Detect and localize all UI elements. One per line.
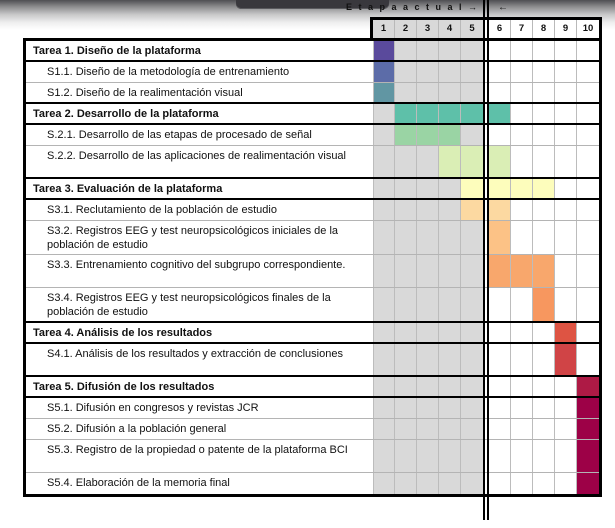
stage-cell-5	[461, 440, 483, 472]
stage-cell-4	[439, 179, 461, 198]
stage-cell-5	[461, 473, 483, 494]
stage-number-10: 10	[577, 20, 599, 38]
stage-cell-2	[395, 62, 417, 82]
stage-cell-3	[417, 62, 439, 82]
stage-cell-1	[373, 255, 395, 287]
gantt-row	[26, 83, 599, 104]
stage-cell-3	[417, 398, 439, 418]
stage-cell-7	[511, 146, 533, 177]
stage-number-2: 2	[395, 20, 417, 38]
stage-cell-4	[439, 323, 461, 342]
stage-cell-9	[555, 83, 577, 102]
stage-cell-4	[439, 398, 461, 418]
stage-cell-2	[395, 344, 417, 375]
stage-cell-3	[417, 179, 439, 198]
stage-cell-7	[511, 221, 533, 254]
stage-cell-7	[511, 83, 533, 102]
stage-cell-6-filled	[489, 104, 511, 123]
stage-cell-3	[417, 344, 439, 375]
stage-cell-2	[395, 146, 417, 177]
subtask-label: S1.1. Diseño de la metodología de entrenamiento	[47, 66, 290, 78]
stage-number-4: 4	[439, 20, 461, 38]
stage-cell-1	[373, 398, 395, 418]
stage-cell-7	[511, 62, 533, 82]
stage-cell-10	[577, 62, 599, 82]
stage-number-9: 9	[555, 20, 577, 38]
stage-number-8: 8	[533, 20, 555, 38]
stage-cell-10	[577, 83, 599, 102]
stage-cell-3	[417, 146, 439, 177]
gantt-row	[26, 255, 599, 288]
stage-cell-4	[439, 62, 461, 82]
stage-cell-6	[489, 473, 511, 494]
stage-cell-4	[439, 255, 461, 287]
stage-cell-4	[439, 419, 461, 439]
stage-cell-6	[489, 83, 511, 102]
stage-cell-1	[373, 200, 395, 220]
stage-cell-5	[461, 419, 483, 439]
stage-cell-10	[577, 288, 599, 321]
stage-cell-3	[417, 288, 439, 321]
subtask-label: S5.1. Difusión en congresos y revistas JCR	[47, 402, 259, 414]
stage-cell-5	[461, 323, 483, 342]
stage-cell-4-filled	[439, 146, 461, 177]
stage-cell-6	[489, 41, 511, 60]
stage-cell-2	[395, 179, 417, 198]
stage-cell-4	[439, 473, 461, 494]
stage-cell-4	[439, 221, 461, 254]
stage-cell-7	[511, 323, 533, 342]
stage-cell-10-filled	[577, 377, 599, 396]
gantt-row	[26, 419, 599, 440]
stage-cell-7-filled	[511, 255, 533, 287]
stage-cell-8-filled	[533, 255, 555, 287]
stage-cell-9	[555, 377, 577, 396]
stage-cell-3	[417, 221, 439, 254]
stage-cell-7	[511, 440, 533, 472]
stage-cell-5	[461, 62, 483, 82]
stage-cell-5	[461, 41, 483, 60]
stage-cell-6	[489, 419, 511, 439]
stage-cell-3	[417, 419, 439, 439]
stage-cell-2	[395, 255, 417, 287]
stage-cell-5	[461, 83, 483, 102]
subtask-label: S4.1. Análisis de los resultados y extracción de conclusiones	[47, 348, 343, 360]
stage-cell-8	[533, 440, 555, 472]
stage-cell-7	[511, 344, 533, 375]
stage-cell-4-filled	[439, 104, 461, 123]
stage-cell-2	[395, 473, 417, 494]
stage-cell-10	[577, 323, 599, 342]
stage-cell-9	[555, 125, 577, 145]
gantt-table	[23, 38, 602, 497]
stage-cell-10-filled	[577, 473, 599, 494]
stage-cell-6-filled	[489, 200, 511, 220]
stage-cell-9	[555, 146, 577, 177]
stage-cell-3	[417, 41, 439, 60]
stage-cell-4	[439, 344, 461, 375]
stage-cell-1	[373, 419, 395, 439]
stage-cell-6	[489, 377, 511, 396]
stage-cell-1	[373, 323, 395, 342]
stage-cell-4	[439, 288, 461, 321]
left-arrow-annotation: ←	[498, 2, 508, 13]
stage-cell-6	[489, 62, 511, 82]
gantt-row	[26, 125, 599, 146]
subtask-label: S5.4. Elaboración de la memoria final	[47, 477, 230, 489]
stage-cell-5-filled	[461, 146, 483, 177]
stage-cell-5	[461, 255, 483, 287]
current-stage-divider	[483, 0, 489, 520]
stage-cell-10	[577, 125, 599, 145]
task-label: Tarea 2. Desarrollo de la plataforma	[33, 108, 219, 120]
gantt-row	[26, 377, 599, 398]
stage-cell-10-filled	[577, 398, 599, 418]
stage-cell-3	[417, 323, 439, 342]
stage-cell-1	[373, 179, 395, 198]
subtask-label: S1.2. Diseño de la realimentación visual	[47, 87, 243, 99]
stage-cell-8	[533, 221, 555, 254]
stage-cell-7	[511, 473, 533, 494]
stage-cell-2	[395, 200, 417, 220]
stage-cell-1	[373, 125, 395, 145]
stage-number-6: 6	[489, 20, 511, 38]
stage-cell-2	[395, 323, 417, 342]
stage-cell-10	[577, 146, 599, 177]
stage-cell-9	[555, 473, 577, 494]
gantt-row	[26, 473, 599, 494]
stage-cell-8	[533, 323, 555, 342]
stage-number-5: 5	[461, 20, 483, 38]
stage-cell-3-filled	[417, 125, 439, 145]
task-label: Tarea 1. Diseño de la plataforma	[33, 45, 201, 57]
stage-cell-9	[555, 104, 577, 123]
stage-cell-6	[489, 344, 511, 375]
gantt-row	[26, 344, 599, 377]
stage-cell-7	[511, 419, 533, 439]
stage-number-3: 3	[417, 20, 439, 38]
gantt-row	[26, 41, 599, 62]
stage-cell-6-filled	[489, 179, 511, 198]
gantt-row	[26, 288, 599, 323]
task-label: Tarea 3. Evaluación de la plataforma	[33, 183, 223, 195]
stage-cell-9	[555, 41, 577, 60]
stage-cell-3	[417, 377, 439, 396]
stage-cell-10	[577, 221, 599, 254]
stage-cell-2	[395, 288, 417, 321]
stage-cell-10	[577, 179, 599, 198]
stage-cell-6	[489, 125, 511, 145]
stage-cell-5	[461, 288, 483, 321]
stage-number-7: 7	[511, 20, 533, 38]
stage-cell-9	[555, 255, 577, 287]
stage-cell-3	[417, 440, 439, 472]
stage-cell-5-filled	[461, 200, 483, 220]
subtask-label: S3.4. Registros EEG y test neuropsicológicos finales de la población de estudio	[47, 292, 331, 318]
stage-cell-8-filled	[533, 288, 555, 321]
stage-cell-10	[577, 200, 599, 220]
stage-cell-3	[417, 255, 439, 287]
stage-cell-8-filled	[533, 179, 555, 198]
stage-cell-2-filled	[395, 104, 417, 123]
stage-cell-5	[461, 125, 483, 145]
stage-cell-4-filled	[439, 125, 461, 145]
stage-cell-2	[395, 440, 417, 472]
subtask-label: S5.3. Registro de la propiedad o patente de la plataforma BCI	[47, 444, 348, 456]
stage-cell-1	[373, 146, 395, 177]
stage-cell-3-filled	[417, 104, 439, 123]
stage-cell-6	[489, 323, 511, 342]
stage-cell-9	[555, 419, 577, 439]
stage-cell-1	[373, 344, 395, 375]
gantt-row	[26, 323, 599, 344]
stage-cell-2	[395, 221, 417, 254]
stage-cell-9	[555, 221, 577, 254]
gantt-row	[26, 62, 599, 83]
stage-cell-6	[489, 440, 511, 472]
stage-cell-8	[533, 419, 555, 439]
gantt-row	[26, 440, 599, 473]
stage-cell-8	[533, 41, 555, 60]
stage-cell-9-filled	[555, 344, 577, 375]
stage-cell-4	[439, 41, 461, 60]
stage-cell-9	[555, 288, 577, 321]
stage-cell-9	[555, 62, 577, 82]
stage-cell-3	[417, 83, 439, 102]
gantt-row	[26, 200, 599, 221]
stage-cell-8	[533, 200, 555, 220]
stage-cell-2	[395, 41, 417, 60]
stage-cell-7	[511, 398, 533, 418]
gantt-row	[26, 179, 599, 200]
stage-cell-8	[533, 104, 555, 123]
task-label: Tarea 4. Análisis de los resultados	[33, 327, 213, 339]
subtask-label: S.2.2. Desarrollo de las aplicaciones de realimentación visual	[47, 150, 346, 162]
stage-cell-7	[511, 288, 533, 321]
stage-cell-2	[395, 377, 417, 396]
stage-cell-10	[577, 41, 599, 60]
stage-cell-8	[533, 62, 555, 82]
stage-cell-9	[555, 398, 577, 418]
stage-cell-7	[511, 125, 533, 145]
stage-cell-6-filled	[489, 146, 511, 177]
stage-cell-5-filled	[461, 104, 483, 123]
stage-cell-8	[533, 377, 555, 396]
stage-cell-9	[555, 440, 577, 472]
stage-cell-1-filled	[373, 62, 395, 82]
subtask-label: S.2.1. Desarrollo de las etapas de procesado de señal	[47, 129, 312, 141]
stage-cell-7	[511, 377, 533, 396]
subtask-label: S3.2. Registros EEG y test neuropsicológicos iniciales de la población de estudio	[47, 225, 339, 251]
stage-cell-4	[439, 377, 461, 396]
stage-cell-5-filled	[461, 179, 483, 198]
current-stage-annotation: E t a p a a c t u a l →	[345, 2, 479, 12]
stage-cell-5	[461, 221, 483, 254]
stage-cell-8	[533, 83, 555, 102]
stage-cell-3	[417, 473, 439, 494]
stage-cell-6-filled	[489, 255, 511, 287]
stage-cell-2	[395, 419, 417, 439]
gantt-row	[26, 221, 599, 255]
stage-cell-4	[439, 440, 461, 472]
subtask-label: S3.3. Entrenamiento cognitivo del subgrupo correspondiente.	[47, 259, 346, 271]
stage-cell-1	[373, 104, 395, 123]
stage-cell-10-filled	[577, 419, 599, 439]
gantt-row	[26, 104, 599, 125]
stage-cell-3	[417, 200, 439, 220]
stage-cell-6-filled	[489, 221, 511, 254]
stage-cell-1	[373, 221, 395, 254]
stage-cell-8	[533, 146, 555, 177]
stage-cell-10	[577, 344, 599, 375]
stage-cell-8	[533, 344, 555, 375]
stage-cell-7	[511, 41, 533, 60]
stage-cell-1-filled	[373, 83, 395, 102]
stage-cell-7-filled	[511, 179, 533, 198]
stage-cell-1	[373, 288, 395, 321]
stage-cell-9-filled	[555, 323, 577, 342]
stage-cell-7	[511, 200, 533, 220]
stage-cell-9	[555, 179, 577, 198]
stage-cell-10	[577, 255, 599, 287]
stage-cell-1-filled	[373, 41, 395, 60]
stage-cell-1	[373, 440, 395, 472]
stage-cell-1	[373, 377, 395, 396]
gantt-row	[26, 146, 599, 179]
stage-cell-4	[439, 83, 461, 102]
stage-cell-6	[489, 398, 511, 418]
stage-cell-5	[461, 398, 483, 418]
stage-cell-5	[461, 377, 483, 396]
stage-cell-10-filled	[577, 440, 599, 472]
task-label: Tarea 5. Difusión de los resultados	[33, 381, 215, 393]
subtask-label: S3.1. Reclutamiento de la población de estudio	[47, 204, 277, 216]
stage-cell-7	[511, 104, 533, 123]
stage-cell-2	[395, 398, 417, 418]
stage-cell-8	[533, 473, 555, 494]
stage-cell-9	[555, 200, 577, 220]
stage-cell-8	[533, 125, 555, 145]
stage-cell-10	[577, 104, 599, 123]
stage-cell-1	[373, 473, 395, 494]
gantt-row	[26, 398, 599, 419]
stage-number-1: 1	[373, 20, 395, 38]
stage-cell-6	[489, 288, 511, 321]
stage-cell-8	[533, 398, 555, 418]
stage-cell-5	[461, 344, 483, 375]
stage-cell-2	[395, 83, 417, 102]
subtask-label: S5.2. Difusión a la población general	[47, 423, 227, 435]
stage-cell-2-filled	[395, 125, 417, 145]
stage-cell-4	[439, 200, 461, 220]
